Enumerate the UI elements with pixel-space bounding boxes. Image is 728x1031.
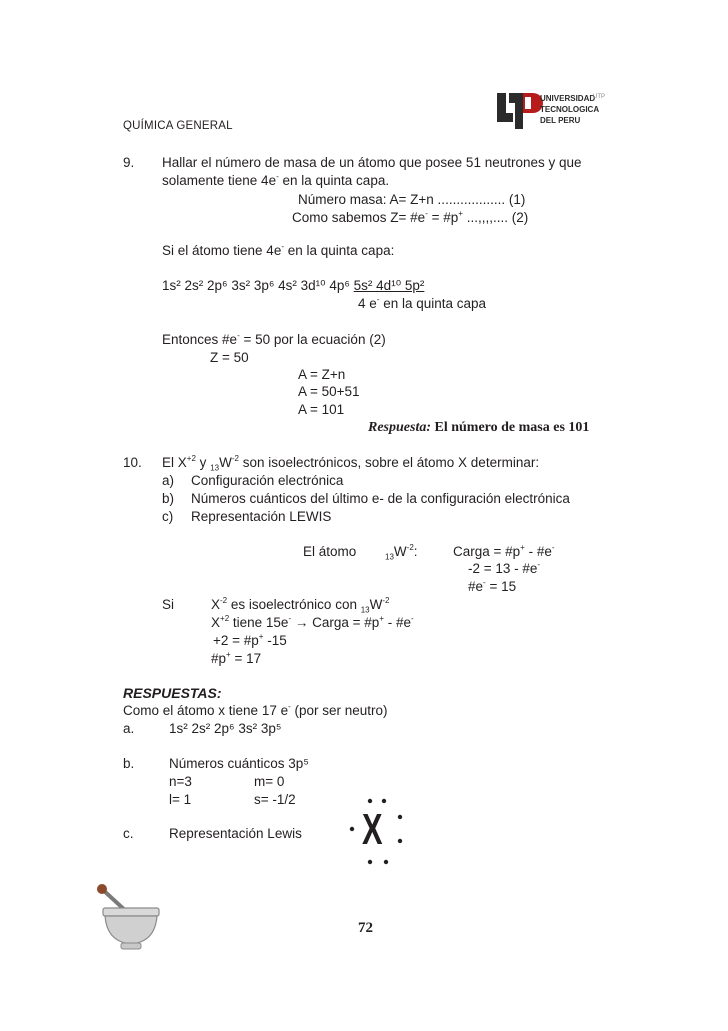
step-3: +2 = #p+ -15 [213,632,287,648]
logo-text-1: UNIVERSIDAD [540,94,596,103]
problem-10-intro: El $X^{+2}$ y $_{13}W^{-2}$ son isoelectrónicos, sobre el átomo X determinar: [162,454,540,473]
logo-text-2: TECNOLOGICA [540,105,600,114]
quantum-n: n=3 [169,774,192,789]
atom-label: El átomo [303,544,357,559]
problem-9-number: 9. [123,155,135,170]
item-a-text: Configuración electrónica [191,473,344,488]
item-b-text: Números cuánticos del último e- de la configuración electrónica [191,491,570,506]
arrow-right-icon: → [291,615,313,630]
item-c-text: Representación LEWIS [191,509,332,524]
answer-c-label: c. [123,826,134,841]
electron-configuration: 1s² 2s² 2p⁶ 3s² 3p⁶ 4s² 3d¹⁰ 4p⁶ 5s² 4d¹⁰ 5p² [162,278,425,293]
atom-symbol: $_{13}W^{-2}$: [385,543,418,562]
answer-a-label: a. [123,721,135,736]
a-formula: A = Z+n [298,367,346,382]
step-1: $X^{-2}$ es isoelectrónico con $_{13}W^{-2}$ [211,596,390,615]
entonces-line: Entonces #e- = 50 por la ecuación (2) [162,331,386,347]
a-result: A = 101 [298,402,345,417]
si-label: Si [162,597,175,612]
carga-line: Carga = #p+ - #e- [453,543,555,559]
answer-a-text: 1s² 2s² 2p⁶ 3s² 3p⁵ [169,721,282,736]
step-2: $X^{+2}$ tiene 15e- → Carga = #p+ - #e- [211,614,414,630]
logo-initials: UTP [593,94,605,100]
problem-10-number: 10. [123,455,142,470]
carga-calc-1: -2 = 13 - #e- [468,560,541,576]
equation-1: Número masa: A= Z+n .................. (1) [298,192,526,207]
quantum-l: l= 1 [169,792,192,807]
problem-9-line1: Hallar el número de masa de un átomo que posee 51 neutrones y que [162,155,582,170]
equation-2: Como sabemos Z= #e- = #p+ ...,,,,.... (2) [292,209,529,225]
answer-b-label: b. [123,756,135,771]
problem-9-line2: solamente tiene 4e- en la quinta capa. [162,172,390,188]
lewis-structure [348,798,408,868]
lewis-dots-icon [348,798,408,868]
answers-intro: Como el átomo x tiene 17 e- (por ser neutro) [123,702,388,718]
config-note: 4 e- en la quinta capa [358,295,487,311]
quantum-s: s= -1/2 [254,792,296,807]
carga-calc-2: #e- = 15 [468,578,517,594]
si-statement: Si el átomo tiene 4e- en la quinta capa: [162,242,395,258]
z-value: Z = 50 [210,350,249,365]
university-logo [495,91,620,131]
utp-logo-icon [495,91,543,131]
answer-c-text: Representación Lewis [169,826,302,841]
quantum-m: m= 0 [254,774,285,789]
page-number: 72 [358,920,373,936]
item-a-label: a) [162,473,175,488]
answer-9: Respuesta: El número de masa es 101 [368,420,590,435]
step-4: #p+ = 17 [211,650,262,666]
a-substitution: A = 50+51 [298,384,360,399]
answers-heading: RESPUESTAS: [123,685,222,701]
logo-text-3: DEL PERU [540,116,581,125]
item-c-label: c) [162,509,174,524]
mortar-pestle-icon [95,880,165,955]
item-b-label: b) [162,491,175,506]
answer-b-text: Números cuánticos 3p⁵ [169,756,309,771]
course-header: QUÍMICA GENERAL [123,120,233,132]
lewis-symbol: X [362,805,383,854]
